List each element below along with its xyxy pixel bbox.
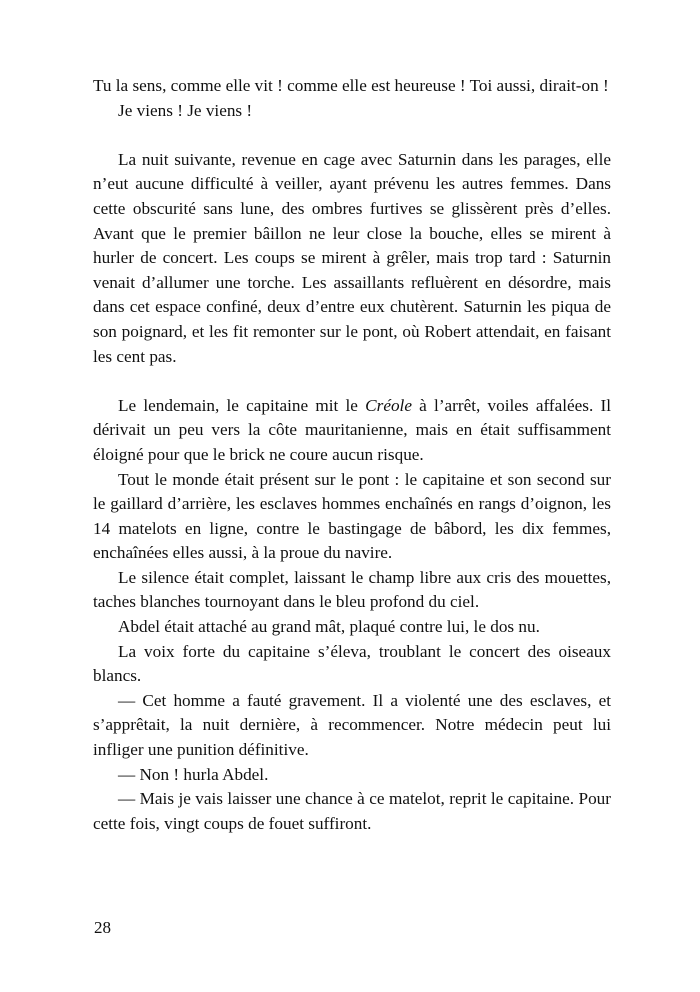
paragraph: La nuit suivante, revenue en cage avec Saturnin dans les parages, elle n’eut aucune difficulté à veiller, ayant prévenu les autres femmes. Dans cette obscurité sans lune, des ombres furtives se glissèrent près d’elles. Avant que le premier bâillon ne leur close la bouche, elles se mirent à hurler de concert. Les coups se mirent à grêler, mais trop tard : Saturnin venait d’allumer une torche. Les assaillants refluèrent en désordre, mais dans cet espace confiné, deux d’entre eux chutèrent. Saturnin les piqua de son poignard, et les fit remonter sur le pont, où Robert attendait, en faisant les cent pas.: [93, 149, 611, 366]
paragraph: Le silence était complet, laissant le champ libre aux cris des mouettes, taches blanches tournoyant dans le bleu profond du ciel.: [93, 567, 611, 612]
paragraph: Je viens ! Je viens !: [118, 100, 253, 120]
paragraph: [93, 394, 611, 468]
paragraph: Abdel était attaché au grand mât, plaqué contre lui, le dos nu.: [118, 617, 540, 637]
paragraph-text: Le lendemain, le capitaine mit le: [118, 395, 366, 415]
paragraph: La voix forte du capitaine s’éleva, troublant le concert des oiseaux blancs.: [93, 641, 611, 686]
page-number: 28: [94, 918, 111, 937]
paragraph-text: à l’arrêt, voiles affalées. Il dérivait un peu vers la côte mauritanienne, mais en était suffisamment éloigné pour que le brick ne coure aucun risque.: [93, 395, 611, 464]
ship-name: Créole: [365, 395, 412, 415]
dialogue-paragraph: — Cet homme a fauté gravement. Il a violenté une des esclaves, et s’apprêtait, la nuit dernière, à recommencer. Notre médecin peut lui infliger une punition définitive.: [93, 690, 611, 760]
dialogue-paragraph: — Mais je vais laisser une chance à ce matelot, reprit le capitaine. Pour cette fois, vingt coups de fouet suffiront.: [93, 789, 611, 833]
page-body: [93, 74, 611, 836]
paragraph: Tu la sens, comme elle vit ! comme elle est heureuse ! Toi aussi, dirait-on !: [93, 76, 609, 95]
dialogue-paragraph: — Non ! hurla Abdel.: [118, 764, 269, 784]
paragraph: Tout le monde était présent sur le pont : le capitaine et son second sur le gaillard d’arrière, les esclaves hommes enchaînés en rangs d’oignon, les 14 matelots en ligne, contre le bastingage de bâbord, les dix femmes, enchaînées elles aussi, à la proue du navire.: [93, 469, 611, 563]
